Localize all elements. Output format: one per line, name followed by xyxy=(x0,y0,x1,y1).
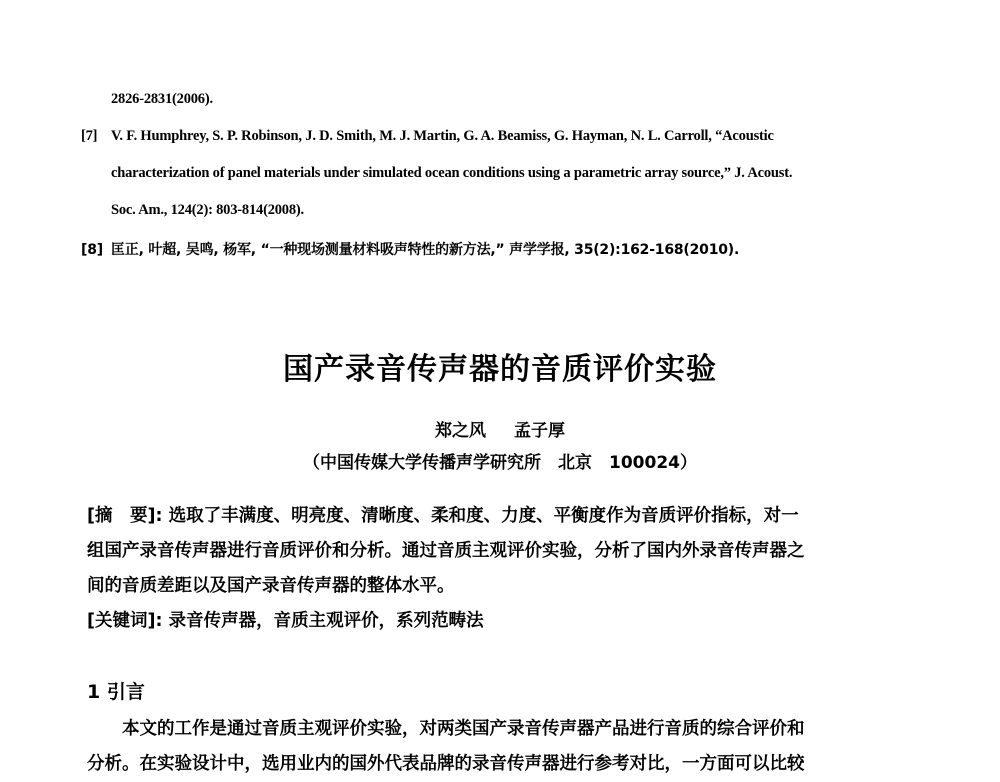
body-paragraph xyxy=(87,712,927,782)
reference-text: V. F. Humphrey, S. P. Robinson, J. D. Smith, M. J. Martin, G. A. Beamiss, G. Hayman, N. L. Carroll, “Acoustic xyxy=(111,128,774,144)
reference-number: [7] xyxy=(81,128,98,144)
reference-line xyxy=(81,239,739,259)
reference-line xyxy=(81,128,774,145)
body-line: 本文的工作是通过音质主观评价实验，对两类国产录音传声器产品进行音质的综合评价和 xyxy=(87,719,805,739)
author-list xyxy=(0,416,1000,441)
abstract-line: [摘 要]: 选取了丰满度、明亮度、清晰度、柔和度、力度、平衡度作为音质评价指标，对一 xyxy=(87,506,799,526)
reference-line xyxy=(111,165,792,182)
author-name: 孟子厚 xyxy=(514,421,565,441)
abstract-line: 间的音质差距以及国产录音传声器的整体水平。 xyxy=(87,576,455,596)
reference-text: 匡正, 叶超, 吴鸣, 杨军, “一种现场测量材料吸声特性的新方法,” 声学学报, 35(2):162-168(2010). xyxy=(111,242,740,258)
abstract xyxy=(87,499,927,639)
affiliation: （中国传媒大学传播声学研究所 北京 100024） xyxy=(303,453,697,473)
reference-text: characterization of panel materials under simulated ocean conditions using a parametric array source,” J. Acoust. xyxy=(111,165,793,181)
abstract-line: 组国产录音传声器进行音质评价和分析。通过音质主观评价实验，分析了国内外录音传声器之 xyxy=(87,541,805,561)
body-line: 分析。在实验设计中，选用业内的国外代表品牌的录音传声器进行参考对比，一方面可以比较 xyxy=(87,754,805,774)
reference-text: 2826-2831(2006). xyxy=(111,91,213,107)
author-name: 郑之风 xyxy=(435,421,486,441)
reference-line xyxy=(111,202,304,219)
reference-text: Soc. Am., 124(2): 803-814(2008). xyxy=(111,202,304,218)
reference-line xyxy=(111,91,213,108)
paper-title: 国产录音传声器的音质评价实验 xyxy=(283,352,717,387)
reference-number: [8] xyxy=(81,242,103,258)
section-heading: 1 引言 xyxy=(87,681,145,703)
keywords-line: [关键词]: 录音传声器，音质主观评价，系列范畴法 xyxy=(87,611,484,631)
